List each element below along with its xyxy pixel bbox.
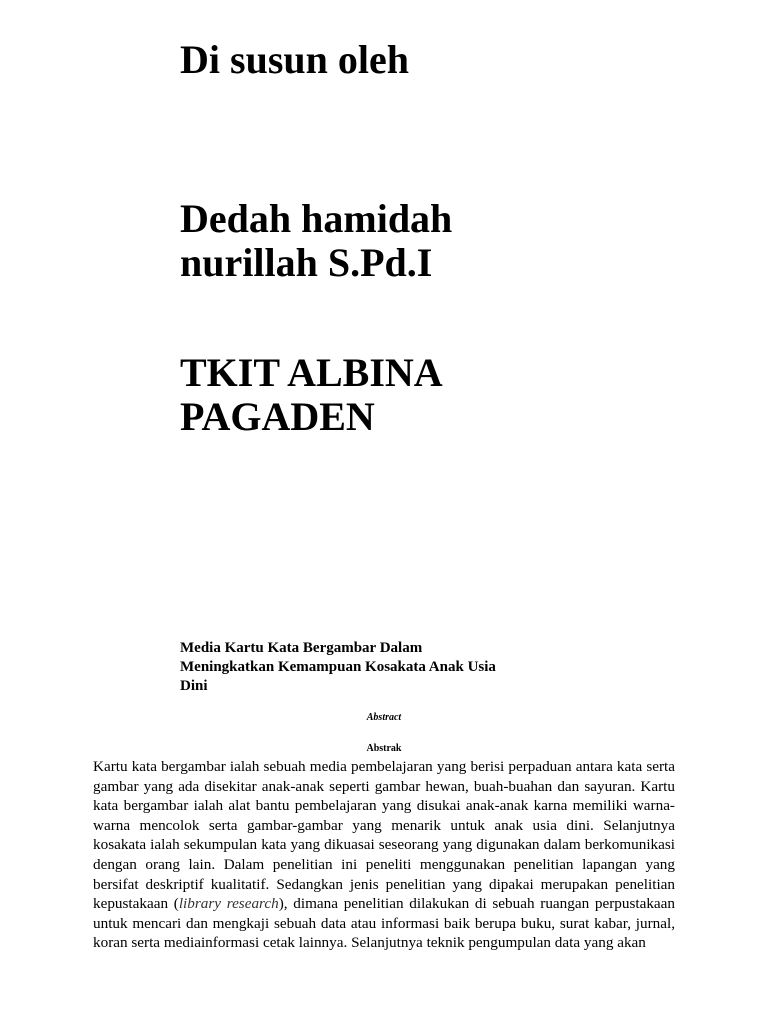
paper-title-line: Meningkatkan Kemampuan Kosakata Anak Usia [180,659,496,675]
abstract-heading-english: Abstract [366,712,402,723]
school-name [180,351,443,439]
abstract-text: Kartu kata bergambar ialah sebuah media pembelajaran yang berisi perpaduan antara kata serta gambar yang ada disekitar anak-anak seperti gambar hewan, buah-buahan dan sayuran. Kartu kata bergambar ialah alat bantu pembelajaran yang disukai anak-anak karna memiliki warna-warna mencolok serta gambar-gambar yang menarik untuk anak usia dini. Selanjutnya kosakata ialah sekumpulan kata yang dikuasai seseorang yang digunakan dalam berkomunikasi dengan orang lain. Dalam penelitian ini peneliti menggunakan penelitian lapangan yang bersifat deskriptif kualitatif. Sedangkan jenis penelitian yang dipakai merupakan penelitian kepustakaan ( [93,758,675,913]
abstract-body [93,757,675,953]
by-line: Di susun oleh [180,37,409,82]
paper-title [180,639,600,696]
school-name-line: PAGADEN [180,394,375,439]
abstract-text-italic: library research [178,895,279,913]
paper-title-line: Dini [180,678,208,694]
author-name-line: Dedah hamidah [180,196,453,241]
author-name [180,197,452,285]
school-name-line: TKIT ALBINA [180,350,443,395]
abstract-text: ), dimana penelitian dilakukan di sebuah ruangan perpustakaan untuk mencari dan mengkaji sebuah data atau informasi baik berupa buku, surat kabar, jurnal, koran serta mediainformasi cetak lainnya. Selanjutnya teknik pengumpulan data yang akan [93,895,675,952]
paper-title-line: Media Kartu Kata Bergambar Dalam [180,640,423,656]
abstract-heading-indonesian: Abstrak [366,743,402,754]
author-name-line: nurillah S.Pd.I [180,240,433,285]
